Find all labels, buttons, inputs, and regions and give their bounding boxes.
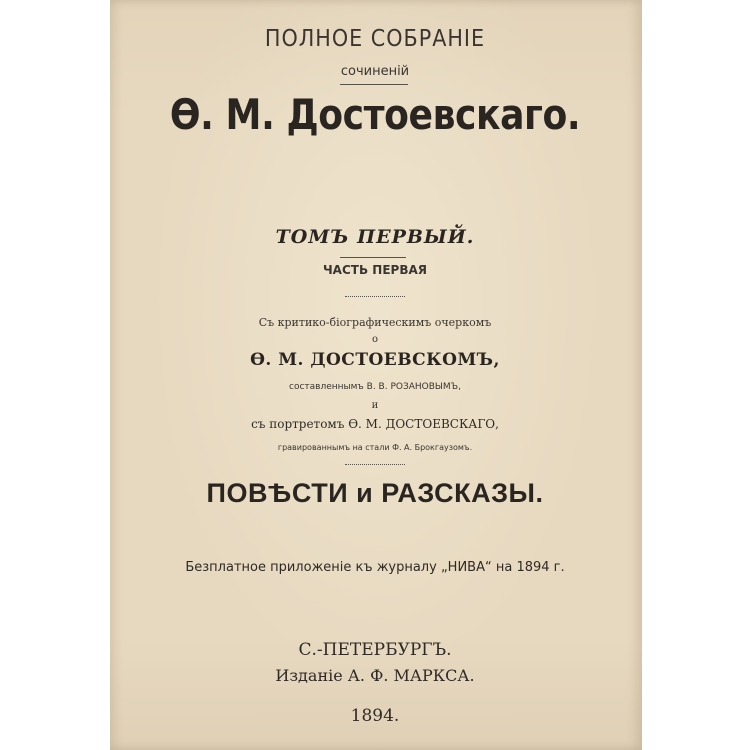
volume-title: ТОМЪ ПЕРВЫЙ. [275, 226, 475, 248]
ornament-divider [345, 296, 405, 303]
essay-subject: Ѳ. М. ДОСТОЕВСКОМЪ, [250, 350, 500, 370]
heading-line2: сочиненій [340, 64, 410, 79]
city: С.-ПЕТЕРБУРГЪ. [298, 640, 452, 660]
part-title: ЧАСТЬ ПЕРВАЯ [322, 263, 427, 277]
publisher: Изданіе А. Ф. МАРКСА. [275, 666, 475, 685]
volume-rule [340, 257, 406, 258]
engraved-line: гравированнымъ на стали Ф. А. Брокгаузомъ. [277, 443, 473, 452]
author-title: Ѳ. М. Достоевскаго. [169, 90, 581, 139]
supplement-line: Безплатное приложеніе къ журналу „НИВА“ на 1894 г. [185, 560, 565, 575]
ornament-divider-2 [345, 464, 405, 471]
heading-rule [340, 84, 408, 85]
essay-line2: о [371, 334, 379, 345]
portrait-line: съ портретомъ Ѳ. М. ДОСТОЕВСКАГО, [251, 417, 499, 431]
compiled-by: составленнымъ В. В. РОЗАНОВЫМЪ, [289, 382, 461, 392]
work-title: ПОВѢСТИ и РАЗСКАЗЫ. [206, 478, 544, 508]
heading-line1: ПОЛНОЕ СОБРАНІЕ [264, 26, 486, 52]
year: 1894. [350, 706, 400, 726]
essay-line1: Съ критико-біографическимъ очеркомъ [258, 316, 492, 329]
and-line: и [371, 400, 379, 411]
